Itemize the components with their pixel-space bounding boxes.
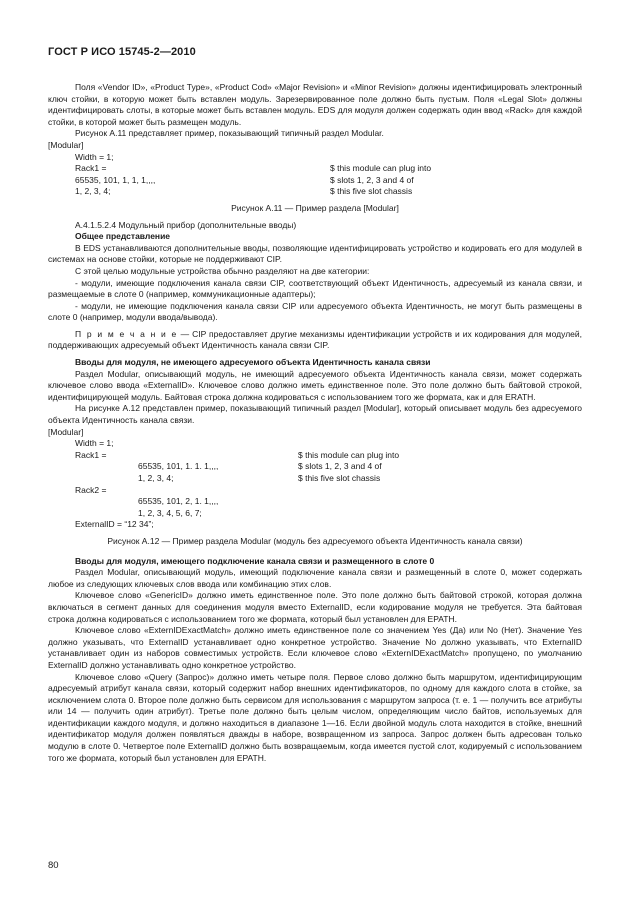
paragraph: Ключевое слово «ExternIDExactMatch» должно иметь единственное поле со значением Yes (Да) или No (Нет). Значение Yes должно указывать, что ExternalID устанавливает одно конкретное устройство. Значение No должно указывать, что ExternalID устанавливает один из наборов совместимых устройств. Если ключевое слово «ExternIDExactMatch» пропущено, по умолчанию ExternalID должно устанавливать одно конкретное устройство. xyxy=(48,625,582,670)
figure-caption: Рисунок А.12 — Пример раздела Modular (модуль без адресуемого объекта Идентичность канала связи) xyxy=(107,535,523,546)
code-line: 1, 2, 3, 4; xyxy=(138,473,174,483)
code-line: [Modular] xyxy=(48,139,84,150)
code-line: 1, 2, 3, 4; xyxy=(75,186,111,197)
paragraph: На рисунке А.12 представлен пример, показывающий типичный раздел [Modular], который описывает модуль без адресуемого объекта Идентичность канала связи. xyxy=(48,403,582,426)
note-label: П р и м е ч а н и е xyxy=(75,328,178,339)
page-header: ГОСТ Р ИСО 15745-2—2010 xyxy=(48,46,196,58)
code-line: Rack1 = xyxy=(75,449,107,460)
paragraph: В EDS устанавливаются дополнительные вводы, позволяющие идентифицировать устройство и кодировать его для модулей в системах на основе стойки, которые не поддерживают CIP. xyxy=(48,242,582,265)
paragraph: С этой целью модульные устройства обычно разделяют на две категории: xyxy=(75,265,370,276)
paragraph: Поля «Vendor ID», «Product Type», «Product Cod» «Major Revision» и «Minor Revision» должны идентифицировать электронный ключ стойки, в которую может быть вставлен модуль. Зарезервированное поле должно быть пустым. Поля «Legal Slot» должны идентифицировать слоты, в которые может быть вставлен модуль. EDS для модуля должен содержать один ввод «Rack» для каждой стойки, в которой может быть размещен модуль. xyxy=(48,82,582,127)
code-line: [Modular] xyxy=(48,426,84,437)
section-heading: Общее представление xyxy=(75,231,171,242)
page-content xyxy=(48,82,582,764)
code-example-a11 xyxy=(48,140,582,198)
code-comment: $ this module can plug into xyxy=(330,163,432,174)
code-line: 65535, 101, 1. 1. 1,,,, xyxy=(138,461,219,472)
list-item: - модули, имеющие подключения канала связи CIP, соответствующий объект Идентичность, адресуемый из канала связи, и размещаемые в слоте 0 (например, коммуникационные адаптеры); xyxy=(48,277,582,300)
paragraph: Ключевое слово «GenericID» должно иметь единственное поле. Это поле должно быть байтовой строкой, которая должна включаться в сегмент данных для соединения модуля вместо ExternalID, если кодирование модуля не требуется. Эта байтовая строка должна кодироваться с использованием того же формата, который был установлен для EPATH. xyxy=(48,590,582,624)
paragraph: Раздел Modular, описывающий модуль, имеющий подключение канала связи и размещенный в слоте 0, может содержать любое из следующих ключевых слов ввода или комбинацию этих слов. xyxy=(48,567,582,589)
code-comment: $ this five slot chassis xyxy=(330,186,413,197)
page-number: 80 xyxy=(48,860,59,871)
note xyxy=(48,329,582,352)
section-number: А.4.1.5.2.4 Модульный прибор (дополнительные вводы) xyxy=(75,219,297,230)
paragraph: Ключевое слово «Query (Запрос)» должно иметь четыре поля. Первое слово должно быть маршрутом, идентифицирующим адресуемый атрибут канала связи, который содержит набор внешних идентификаторов, по одному для каждого слота в стойке, за исключением слота 0. Второе поле должно быть сервисом для использования с маршрутом запроса (т. е. 1 — получить все атрибуты или 14 — получить один атрибут). Третье поле должно быть целым числом, определяющим число байтов, используемых для идентификации каждого модуля, и должно находиться в диапазоне 1—16. Если двойной модуль слота находится в стойке, внешний идентификатор модуля должен появляться дважды в наборе, возвращенном из запроса. Запрос должен быть адресован только модулю в слоте 0. Четвертое поле ExternalID должно быть возвращаемым, когда имеется пустой слот, кодируемый с использованием того же формата, который был установлен для EPATH. xyxy=(48,671,582,763)
paragraph: Рисунок А.11 представляет пример, показывающий типичный раздел Modular. xyxy=(75,128,384,139)
code-example-a12 xyxy=(48,427,582,531)
code-comment: $ this five slot chassis xyxy=(298,473,381,483)
code-line: Width = 1; xyxy=(75,151,114,162)
figure-caption: Рисунок А.11 — Пример раздела [Modular] xyxy=(231,202,399,213)
code-line: Rack1 = xyxy=(75,163,107,174)
code-line: Rack2 = xyxy=(75,484,107,495)
code-comment: $ slots 1, 2, 3 and 4 of xyxy=(330,174,414,185)
code-line: 65535, 101, 2, 1. 1,,,, xyxy=(138,496,219,507)
section-heading: Вводы для модуля, не имеющего адресуемого объекта Идентичность канала связи xyxy=(75,357,431,368)
code-comment: $ this module can plug into xyxy=(298,449,400,460)
code-line: Width = 1; xyxy=(75,438,114,449)
paragraph: Раздел Modular, описывающий модуль, не имеющий адресуемого объекта Идентичность канала связи, может содержать ключевое слово ввода «ExternalID». Ключевое слово должно иметь единственное поле. Это поле должно быть байтовой строкой, идентифицирующей модуль. Байтовая строка должна кодироваться с использованием того же формата, как и для ERATH. xyxy=(48,368,582,402)
note-text: — CIP предоставляет другие механизмы идентификации устройств и их кодирования для модулей, поддерживающих адресуемый объект Идентичность канала связи CIP. xyxy=(48,328,583,351)
list-item: - модули, не имеющие подключения канала связи CIP или адресуемого объекта Идентичность, не могут быть размещены в слоте 0 (например, модули ввода/вывода). xyxy=(48,300,582,323)
code-line: 1, 2, 3, 4, 5, 6, 7; xyxy=(138,507,202,518)
code-comment: $ slots 1, 2, 3 and 4 of xyxy=(298,461,382,472)
code-line: 65535, 101, 1, 1, 1,,,, xyxy=(75,174,156,185)
section-heading: Вводы для модуля, имеющего подключение канала связи и размещенного в слоте 0 xyxy=(75,555,435,566)
code-line: ExternalID = “12 34”; xyxy=(75,519,154,530)
